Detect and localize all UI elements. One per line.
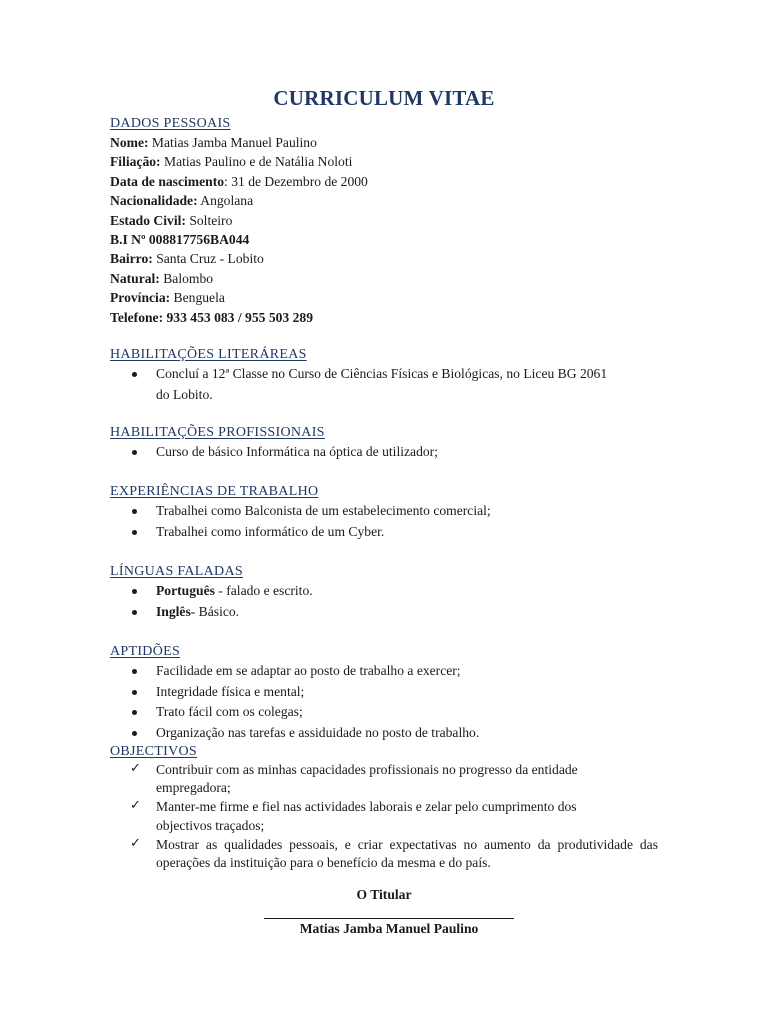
list-item: Facilidade em se adaptar ao posto de trabalho a exercer; bbox=[110, 661, 660, 682]
bullet-icon bbox=[132, 610, 137, 615]
list-item: ✓ Manter-me firme e fiel nas actividades laborais e zelar pelo cumprimento dos objectivos traçados; bbox=[130, 798, 577, 833]
bullet-icon bbox=[132, 710, 137, 715]
literary-qualifications-section bbox=[110, 345, 660, 405]
bullet-icon bbox=[132, 530, 137, 535]
field-province: Província: Benguela bbox=[110, 290, 225, 306]
checkmark-icon: ✓ bbox=[130, 798, 141, 814]
list-item: Português - falado e escrito. bbox=[110, 581, 660, 602]
field-phone: Telefone: 933 453 083 / 955 503 289 bbox=[110, 309, 314, 325]
list-item: Inglês- Básico. bbox=[110, 602, 660, 623]
skills-section bbox=[110, 642, 660, 743]
work-experience-section bbox=[110, 482, 660, 542]
field-filiation: Filiação: Matias Paulino e de Natália Noloti bbox=[110, 154, 353, 170]
list-item: Organização nas tarefas e assiduidade no posto de trabalho. bbox=[110, 723, 660, 744]
signature-label: O Titular bbox=[356, 887, 412, 902]
document-title: CURRICULUM VITAE bbox=[273, 86, 495, 110]
bullet-icon bbox=[132, 509, 137, 514]
section-heading-languages: LÍNGUAS FALADAS bbox=[110, 564, 243, 579]
professional-qualifications-section bbox=[110, 423, 660, 463]
list-item: ✓ Contribuir com as minhas capacidades profissionais no progresso da entidade empregadora; bbox=[130, 761, 578, 796]
section-heading-literary: HABILITAÇÕES LITERÁREAS bbox=[110, 347, 307, 362]
list-item: Curso de básico Informática na óptica de utilizador; bbox=[110, 442, 660, 463]
list-item: Concluí a 12ª Classe no Curso de Ciências Físicas e Biológicas, no Liceu BG 2061 do Lobito. bbox=[110, 364, 610, 405]
list-item: Integridade física e mental; bbox=[110, 682, 660, 703]
checkmark-icon: ✓ bbox=[130, 761, 141, 776]
checkmark-icon: ✓ bbox=[130, 835, 141, 851]
list-item: Trabalhei como informático de um Cyber. bbox=[110, 522, 660, 543]
bullet-icon bbox=[132, 690, 137, 695]
field-civil-status: Estado Civil: Solteiro bbox=[110, 212, 233, 228]
objectives-section bbox=[110, 742, 660, 873]
field-name: Nome: Matias Jamba Manuel Paulino bbox=[110, 135, 317, 150]
field-id-number: B.I Nº 008817756BA044 bbox=[110, 232, 250, 248]
list-item: Trabalhei como Balconista de um estabelecimento comercial; bbox=[110, 501, 660, 522]
bullet-icon bbox=[132, 731, 137, 736]
section-heading-personal: DADOS PESSOAIS bbox=[110, 116, 231, 131]
list-item: ✓ Mostrar as qualidades pessoais, e criar expectativas no aumento da produtividade das operações da instituição para o benefício da mesma e do país. bbox=[130, 835, 658, 871]
bullet-icon bbox=[132, 372, 137, 377]
section-heading-objectives: OBJECTIVOS bbox=[110, 744, 198, 759]
section-heading-skills: APTIDÕES bbox=[110, 644, 181, 659]
section-heading-experience: EXPERIÊNCIAS DE TRABALHO bbox=[110, 484, 319, 499]
bullet-icon bbox=[132, 450, 137, 455]
bullet-icon bbox=[132, 589, 137, 594]
field-nationality: Nacionalidade: Angolana bbox=[110, 193, 254, 209]
bullet-icon bbox=[132, 669, 137, 674]
field-birthplace: Natural: Balombo bbox=[110, 270, 214, 286]
field-neighborhood: Bairro: Santa Cruz - Lobito bbox=[110, 251, 264, 267]
personal-data-section bbox=[110, 114, 660, 327]
field-birthdate: Data de nascimento: 31 de Dezembro de 2000 bbox=[110, 173, 368, 189]
signature-name: Matias Jamba Manuel Paulino bbox=[299, 921, 479, 936]
list-item: Trato fácil com os colegas; bbox=[110, 702, 660, 723]
languages-section bbox=[110, 562, 660, 622]
section-heading-professional: HABILITAÇÕES PROFISSIONAIS bbox=[110, 425, 325, 440]
signature-line bbox=[264, 918, 514, 919]
